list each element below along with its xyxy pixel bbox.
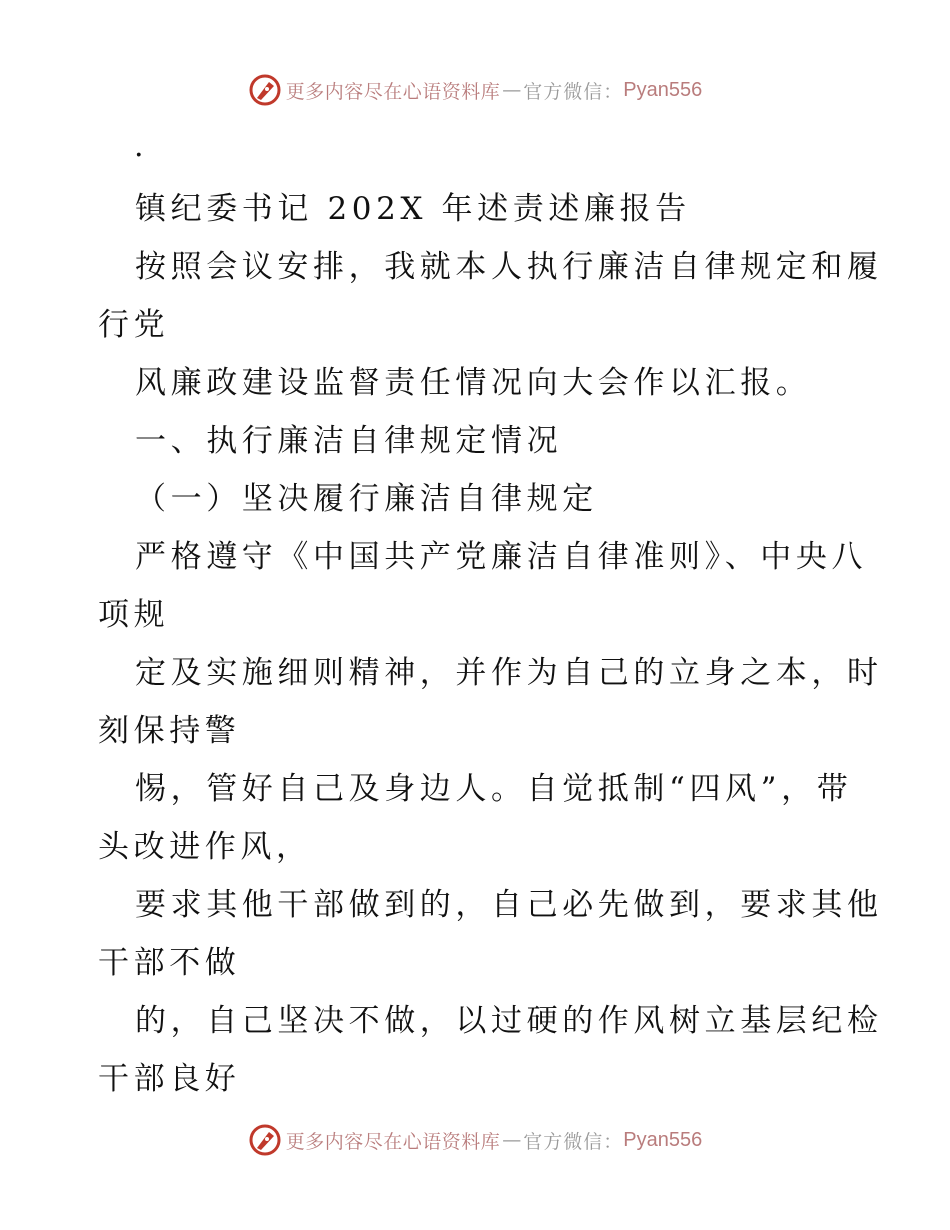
- watermark-wechat-label: 官方微信：: [523, 80, 624, 103]
- text-line: 严格遵守《中国共产党廉洁自律准则》、中央八: [135, 539, 868, 575]
- watermark-separator: —: [502, 79, 522, 101]
- text-line: 干部不做: [98, 945, 241, 981]
- watermark-wechat-id: Pyan556: [623, 1128, 703, 1151]
- text-line: （一）坚决履行廉洁自律规定: [135, 481, 598, 517]
- document-body: [98, 180, 883, 1108]
- watermark-wechat-id: Pyan556: [623, 78, 703, 101]
- pen-nib-logo-icon: [248, 73, 282, 107]
- text-line: 行党: [98, 307, 170, 343]
- pen-nib-logo-icon: [248, 1123, 282, 1157]
- watermark-banner-top: [0, 70, 950, 110]
- text-line: 定及实施细则精神，并作为自己的立身之本，时: [135, 655, 883, 691]
- watermark-wechat-label: 官方微信：: [523, 1130, 624, 1153]
- text-line: 风廉政建设监督责任情况向大会作以汇报。: [135, 365, 812, 401]
- watermark-banner-bottom: [0, 1120, 950, 1160]
- text-line: 镇纪委书记 202X 年述责述廉报告: [135, 191, 691, 227]
- watermark-site-text: 更多内容尽在心语资料库: [285, 1130, 501, 1153]
- text-line: 要求其他干部做到的，自己必先做到，要求其他: [135, 887, 883, 923]
- text-line: 惕，管好自己及身边人。自觉抵制“四风”，带: [135, 771, 853, 807]
- text-line: 干部良好: [98, 1061, 241, 1097]
- watermark-separator: —: [502, 1129, 522, 1151]
- text-line: 按照会议安排，我就本人执行廉洁自律规定和履: [135, 249, 883, 285]
- watermark-site-text: 更多内容尽在心语资料库: [285, 80, 501, 103]
- text-line: 刻保持警: [98, 713, 241, 749]
- text-line: 头改进作风，: [98, 829, 312, 865]
- text-line: 一、执行廉洁自律规定情况: [135, 423, 563, 459]
- leading-mark: .: [134, 129, 144, 164]
- text-line: 的，自己坚决不做，以过硬的作风树立基层纪检: [135, 1003, 883, 1039]
- text-line: 项规: [98, 597, 170, 633]
